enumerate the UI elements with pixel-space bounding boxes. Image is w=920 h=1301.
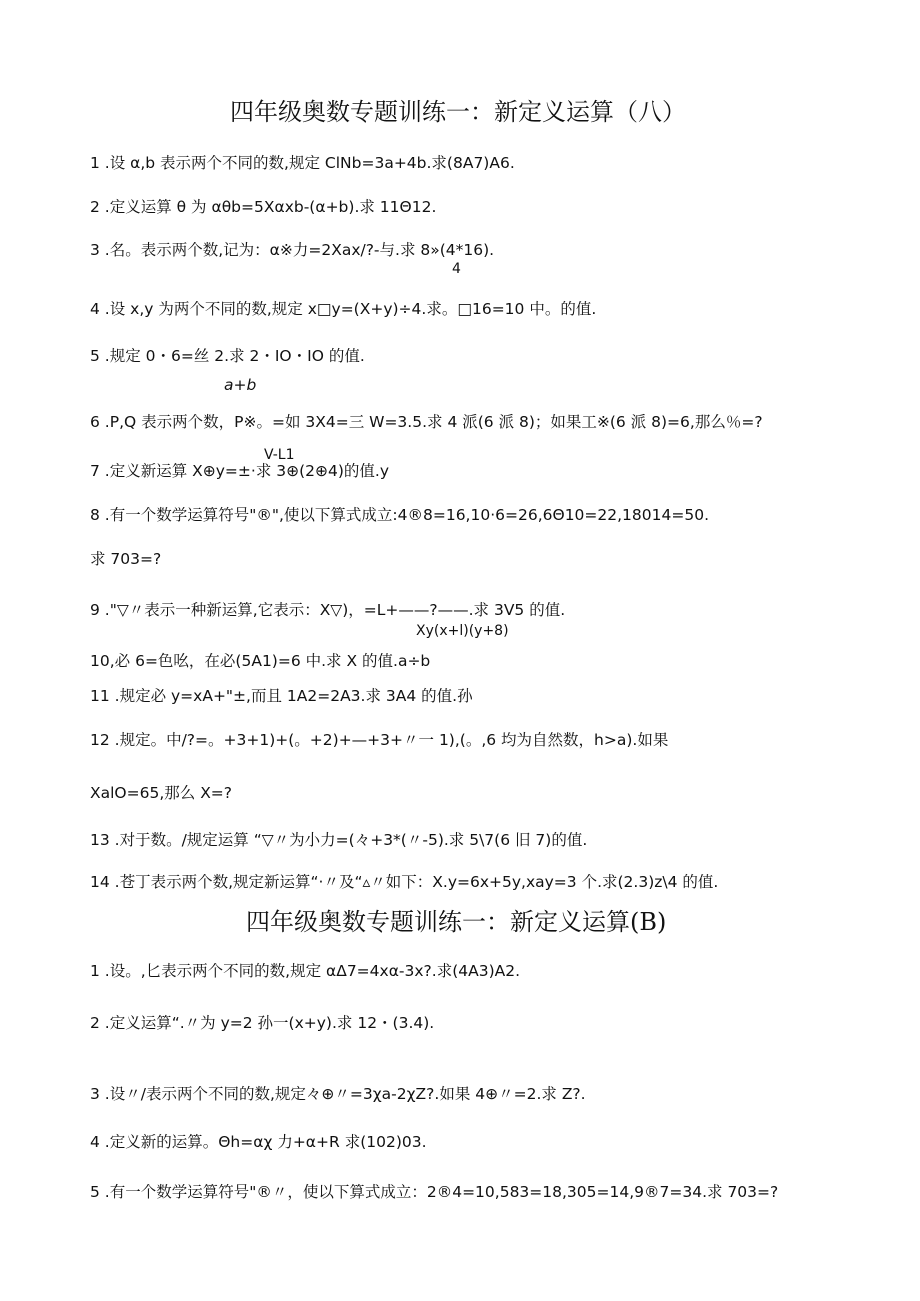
problem-a-10: 10,必 6=色吆，在必(5A1)=6 中.求 X 的值.a÷b xyxy=(90,652,431,670)
problem-a-6: 6 .P,Q 表示两个数，P※。=如 3X4=三 W=3.5.求 4 派(6 派 8)；如果工※(6 派 8)=6,那么％=? xyxy=(90,413,763,431)
problem-a-5-denominator: a+b xyxy=(224,376,257,394)
problem-a-1: 1 .设 α,b 表示两个不同的数,规定 ClNb=3a+4b.求(8A7)A6. xyxy=(90,154,515,172)
problem-a-9: 9 ."▽〃表示一种新运算,它表示：X▽)，=L+——?——.求 3V5 的值. xyxy=(90,601,566,619)
problem-a-14: 14 .苍丁表示两个数,规定新运算“·〃及“▵〃如下：X.y=6x+5y,xay=3 个.求(2.3)z\4 的值. xyxy=(90,873,719,891)
problem-a-12: 12 .规定。中/?=。+3+1)+(。+2)+—+3+〃一 1),(。,6 均为自然数，h>a).如果 xyxy=(90,731,669,749)
problem-a-3: 3 .名。表示两个数,记为：α※力=2Xax/?-与.求 8»(4*16). xyxy=(90,241,495,259)
problem-a-2: 2 .定义运算 θ 为 αθb=5Xαxb-(α+b).求 11Θ12. xyxy=(90,198,437,216)
problem-a-13: 13 .对于数。/规定运算 “▽〃为小力=(々+3*(〃-5).求 5\7(6 旧 7)的值. xyxy=(90,831,588,849)
problem-b-3: 3 .设〃/表示两个不同的数,规定々⊕〃=3χa-2χZ?.如果 4⊕〃=2.求 Z?. xyxy=(90,1085,586,1103)
problem-b-5: 5 .有一个数学运算符号"®〃，使以下算式成立：2®4=10,583=18,305=14,9®7=34.求 703=? xyxy=(90,1183,779,1201)
problem-a-12-continuation: XalO=65,那么 X=? xyxy=(90,784,233,802)
problem-a-7: 7 .定义新运算 X⊕y=±·求 3⊕(2⊕4)的值.y xyxy=(90,462,390,480)
problem-a-3-subscript: 4 xyxy=(452,261,461,277)
problem-b-4: 4 .定义新的运算。Θh=αχ 力+α+R 求(102)03. xyxy=(90,1133,427,1151)
problem-a-7-numerator: V-L1 xyxy=(264,447,295,463)
problem-a-11: 11 .规定必 y=xA+"±,而且 1A2=2A3.求 3A4 的值.孙 xyxy=(90,687,473,705)
page-title-b: 四年级奥数专题训练一：新定义运算(B) xyxy=(246,908,667,936)
problem-a-4: 4 .设 x,y 为两个不同的数,规定 x□y=(X+y)÷4.求。□16=10 中。的值. xyxy=(90,300,597,318)
page-title-a: 四年级奥数专题训练一：新定义运算（八） xyxy=(230,98,686,126)
problem-a-8: 8 .有一个数学运算符号"®",使以下算式成立:4®8=16,10·6=26,6Θ10=22,18014=50. xyxy=(90,506,710,524)
problem-a-8-continuation: 求 703=? xyxy=(90,550,162,568)
problem-b-2: 2 .定义运算“.〃为 y=2 孙一(x+y).求 12・(3.4). xyxy=(90,1014,435,1032)
problem-a-9-denominator: Xy(x+l)(y+8) xyxy=(416,623,509,639)
problem-a-5: 5 .规定 0・6=丝 2.求 2・IO・IO 的值. xyxy=(90,347,365,365)
problem-b-1: 1 .设。,匕表示两个不同的数,规定 αΔ7=4xα-3x?.求(4A3)A2. xyxy=(90,962,521,980)
